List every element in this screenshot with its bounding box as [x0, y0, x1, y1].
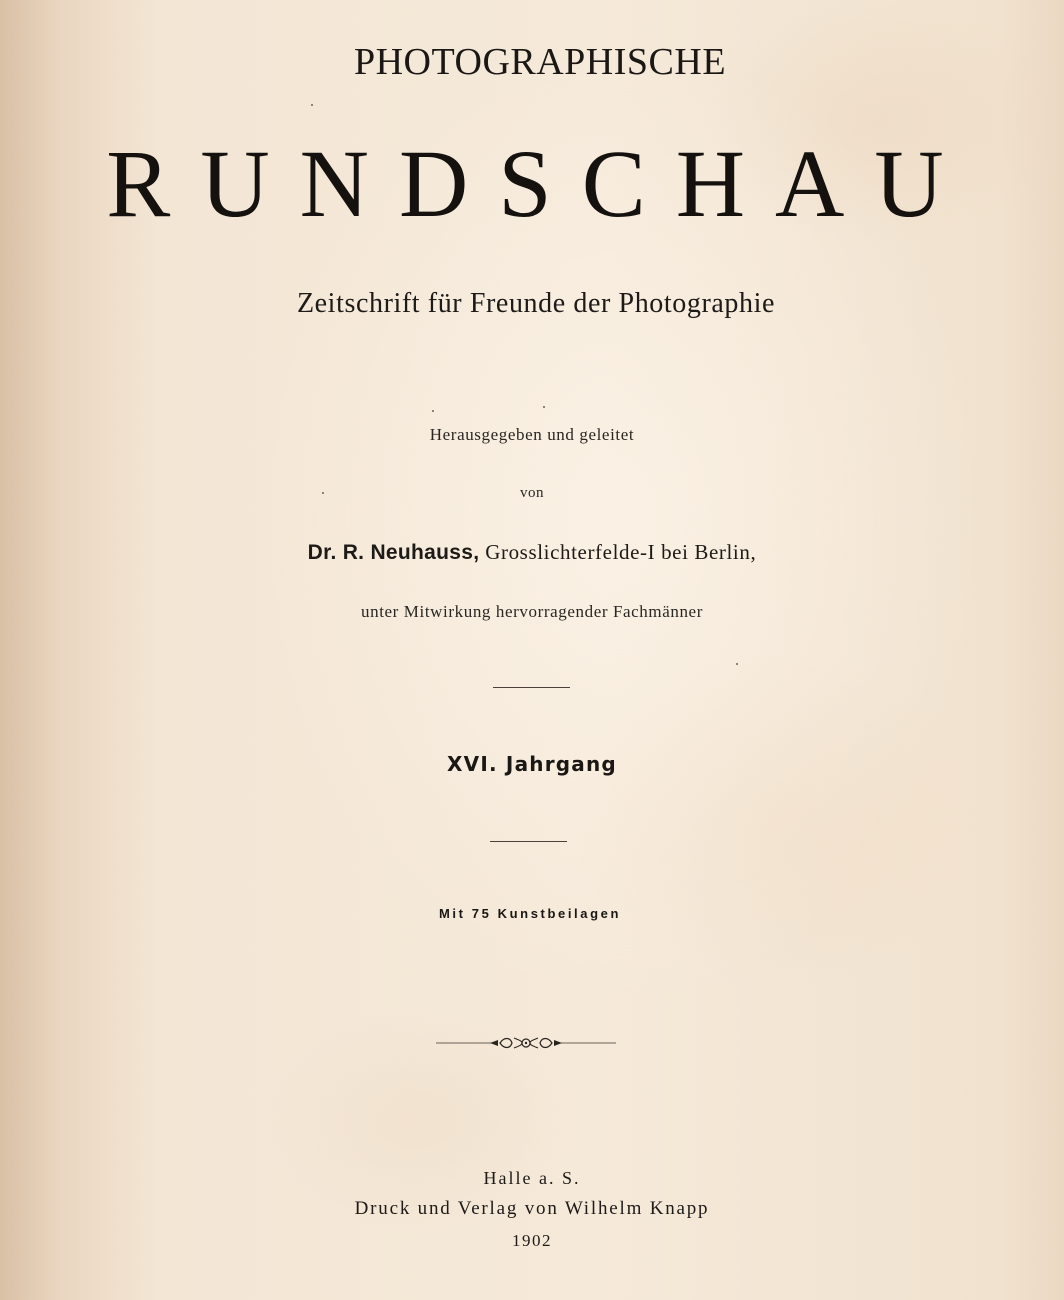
- collaboration-line: unter Mitwirkung hervorragender Fachmänner: [361, 602, 703, 621]
- plates-line: Mit 75 Kunstbeilagen: [438, 906, 622, 921]
- publication-place: Halle a. S.: [483, 1168, 581, 1188]
- edited-line: Herausgegeben und geleitet: [429, 425, 635, 444]
- editor-name: Dr. R. Neuhauss,: [307, 541, 480, 564]
- supertitle: PHOTOGRAPHISCHE: [353, 41, 727, 83]
- subtitle: Zeitschrift für Freunde der Photographie: [296, 288, 776, 319]
- divider-rule-bottom: [490, 841, 567, 842]
- volume-line: XVI. Jahrgang: [447, 752, 617, 776]
- publisher-line: Druck und Verlag von Wilhelm Knapp: [354, 1198, 710, 1219]
- editor-location: Grosslichterfelde-I bei Berlin,: [485, 540, 757, 564]
- von-line: von: [520, 485, 544, 501]
- paper-speck: [432, 410, 434, 412]
- floral-divider-ornament-icon: [436, 1032, 616, 1054]
- paper-speck: [736, 663, 738, 665]
- paper-speck: [543, 406, 545, 408]
- editor-line: [0, 540, 1064, 565]
- publication-year: 1902: [512, 1231, 552, 1250]
- paper-speck: [311, 104, 313, 106]
- paper-speck: [322, 492, 324, 494]
- page-title: RUNDSCHAU: [106, 130, 974, 237]
- divider-rule-top: [493, 687, 570, 688]
